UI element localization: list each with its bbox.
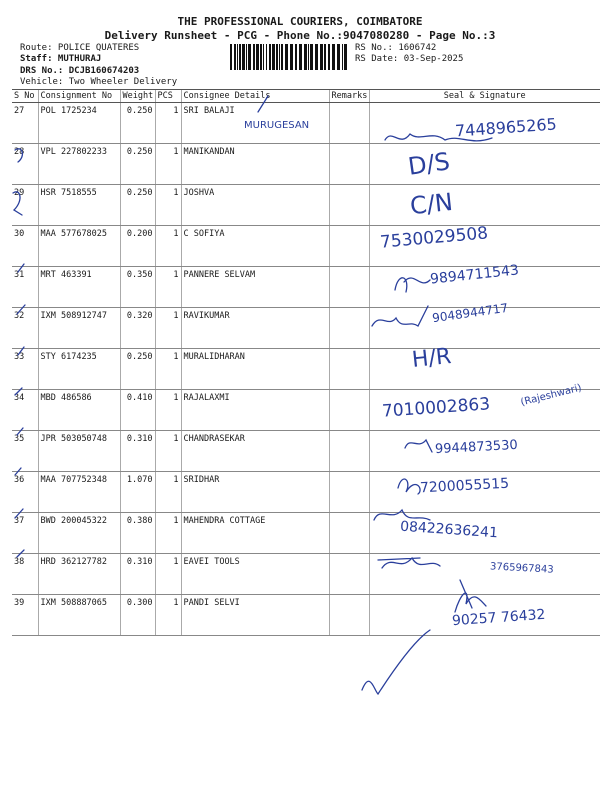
cell-remarks	[329, 595, 369, 636]
col-header-weight: Weight	[120, 90, 155, 103]
cell-remarks	[329, 185, 369, 226]
table-row	[12, 349, 600, 390]
barcode-bar	[237, 44, 238, 70]
cell-weight: 0.300	[120, 595, 155, 636]
cell-consignee: SRI BALAJI	[181, 103, 329, 144]
barcode-bar	[285, 44, 288, 70]
cell-consignment-no: MAA 707752348	[38, 472, 120, 513]
cell-remarks	[329, 144, 369, 185]
barcode-bar	[263, 44, 264, 70]
table-row	[12, 554, 600, 595]
cell-remarks	[329, 103, 369, 144]
handwritten-code-29: C/N	[408, 187, 455, 221]
cell-remarks	[329, 513, 369, 554]
barcode-bar	[246, 44, 247, 70]
handwritten-phone-38: 3765967843	[489, 561, 554, 576]
cell-consignee: PANNERE SELVAM	[181, 267, 329, 308]
barcode-bar	[230, 44, 232, 70]
cell-weight: 0.310	[120, 554, 155, 595]
cell-pcs: 1	[155, 185, 181, 226]
cell-consignment-no: MRT 463391	[38, 267, 120, 308]
cell-remarks	[329, 267, 369, 308]
cell-remarks	[329, 472, 369, 513]
table-header-row	[12, 90, 600, 103]
company-title: THE PROFESSIONAL COURIERS, COIMBATORE	[177, 15, 423, 28]
barcode-bar	[279, 44, 280, 70]
cell-weight: 0.250	[120, 103, 155, 144]
cell-sno: 34	[12, 390, 38, 431]
cell-pcs: 1	[155, 144, 181, 185]
cell-consignee: EAVEI TOOLS	[181, 554, 329, 595]
cell-signature	[369, 144, 600, 185]
cell-pcs: 1	[155, 513, 181, 554]
vehicle-label: Vehicle: Two Wheeler Delivery	[20, 77, 178, 87]
barcode-bar	[260, 44, 262, 70]
cell-consignee: RAVIKUMAR	[181, 308, 329, 349]
table-row	[12, 472, 600, 513]
rs-number: RS No.: 1606742	[355, 43, 437, 53]
handwritten-phone-39: 90257 76432	[451, 606, 546, 630]
cell-sno: 35	[12, 431, 38, 472]
barcode-bar	[308, 44, 309, 70]
barcode-bar	[266, 44, 267, 70]
cell-pcs: 1	[155, 431, 181, 472]
barcode-bar	[337, 44, 340, 70]
runsheet-subtitle: Delivery Runsheet - PCG - Phone No.:9047080280 - Page No.:3	[104, 29, 496, 42]
barcode-bar	[290, 44, 293, 70]
handwritten-code-33: H/R	[410, 344, 453, 373]
col-header-sno: S No	[12, 90, 38, 103]
barcode-bar	[269, 44, 271, 70]
cell-consignment-no: JPR 503050748	[38, 431, 120, 472]
barcode-bar	[342, 44, 343, 70]
cell-consignment-no: IXM 508912747	[38, 308, 120, 349]
cell-sno: 38	[12, 554, 38, 595]
barcode-bar	[328, 44, 330, 70]
cell-consignment-no: HSR 7518555	[38, 185, 120, 226]
cell-consignee: MURALIDHARAN	[181, 349, 329, 390]
runsheet-table	[12, 89, 600, 636]
cell-signature	[369, 554, 600, 595]
cell-pcs: 1	[155, 226, 181, 267]
col-header-consignment: Consignment No	[38, 90, 120, 103]
handwritten-phone-31: 9894711543	[429, 262, 520, 288]
cell-sno: 30	[12, 226, 38, 267]
barcode-bar	[315, 44, 318, 70]
handwritten-phone-27: 7448965265	[454, 114, 558, 141]
cell-sno: 27	[12, 103, 38, 144]
cell-remarks	[329, 554, 369, 595]
barcode-bar	[299, 44, 302, 70]
cell-weight: 0.250	[120, 144, 155, 185]
large-tick-mark	[362, 630, 430, 694]
drs-number: DRS No.: DCJB160674203	[20, 66, 140, 76]
cell-sno: 36	[12, 472, 38, 513]
barcode-bar	[310, 44, 313, 70]
barcode-bar	[239, 44, 241, 70]
col-header-remarks: Remarks	[329, 90, 369, 103]
barcode-bar	[272, 44, 275, 70]
cell-weight: 0.380	[120, 513, 155, 554]
cell-weight: 0.200	[120, 226, 155, 267]
cell-pcs: 1	[155, 267, 181, 308]
barcode-bar	[332, 44, 335, 70]
cell-weight: 0.350	[120, 267, 155, 308]
cell-consignee: JOSHVA	[181, 185, 329, 226]
route-label: Route: POLICE QUATERES	[20, 43, 140, 53]
handwritten-phone-30: 7530029508	[379, 223, 489, 253]
handwritten-phone-32: 9048944717	[431, 300, 509, 326]
cell-weight: 0.320	[120, 308, 155, 349]
cell-consignment-no: IXM 508887065	[38, 595, 120, 636]
col-header-pcs: PCS	[155, 90, 181, 103]
cell-remarks	[329, 349, 369, 390]
cell-pcs: 1	[155, 390, 181, 431]
table-row	[12, 513, 600, 554]
cell-remarks	[329, 390, 369, 431]
barcode-image	[230, 44, 350, 70]
cell-pcs: 1	[155, 554, 181, 595]
cell-weight: 0.250	[120, 349, 155, 390]
cell-consignment-no: STY 6174235	[38, 349, 120, 390]
cell-pcs: 1	[155, 472, 181, 513]
cell-consignee: PANDI SELVI	[181, 595, 329, 636]
barcode-bar	[281, 44, 283, 70]
cell-weight: 0.410	[120, 390, 155, 431]
barcode-bar	[320, 44, 323, 70]
cell-sno: 37	[12, 513, 38, 554]
cell-signature	[369, 349, 600, 390]
cell-remarks	[329, 431, 369, 472]
handwritten-note-27: MURUGESAN	[244, 120, 310, 131]
table-row	[12, 226, 600, 267]
cell-remarks	[329, 226, 369, 267]
barcode-bar	[242, 44, 245, 70]
cell-consignment-no: MAA 577678025	[38, 226, 120, 267]
cell-consignee: MANIKANDAN	[181, 144, 329, 185]
cell-sno: 29	[12, 185, 38, 226]
handwritten-phone-36: 7200055515	[419, 475, 510, 497]
cell-pcs: 1	[155, 595, 181, 636]
cell-weight: 0.250	[120, 185, 155, 226]
barcode-bar	[276, 44, 278, 70]
table-row	[12, 390, 600, 431]
cell-consignment-no: HRD 362127782	[38, 554, 120, 595]
cell-consignee: SRIDHAR	[181, 472, 329, 513]
cell-consignee: C SOFIYA	[181, 226, 329, 267]
barcode-bar	[324, 44, 326, 70]
cell-sno: 33	[12, 349, 38, 390]
cell-pcs: 1	[155, 103, 181, 144]
cell-signature	[369, 185, 600, 226]
cell-consignment-no: MBD 486586	[38, 390, 120, 431]
cell-remarks	[329, 308, 369, 349]
cell-sno: 39	[12, 595, 38, 636]
barcode-bar	[234, 44, 236, 70]
cell-consignee: MAHENDRA COTTAGE	[181, 513, 329, 554]
table-row	[12, 308, 600, 349]
barcode-bar	[295, 44, 297, 70]
barcode-bar	[304, 44, 307, 70]
cell-consignment-no: BWD 200045322	[38, 513, 120, 554]
staff-label: Staff: MUTHURAJ	[20, 54, 102, 64]
handwritten-phone-34: 7010002863	[381, 394, 491, 422]
barcode-bar	[344, 44, 347, 70]
cell-consignee: RAJALAXMI	[181, 390, 329, 431]
col-header-signature: Seal & Signature	[369, 90, 600, 103]
cell-consignment-no: VPL 227802233	[38, 144, 120, 185]
rs-date: RS Date: 03-Sep-2025	[355, 54, 464, 64]
cell-weight: 0.310	[120, 431, 155, 472]
cell-pcs: 1	[155, 308, 181, 349]
cell-consignment-no: POL 1725234	[38, 103, 120, 144]
handwritten-phone-35: 9944873530	[434, 437, 519, 458]
cell-weight: 1.070	[120, 472, 155, 513]
barcode-bar	[253, 44, 255, 70]
cell-consignee: CHANDRASEKAR	[181, 431, 329, 472]
table-row	[12, 185, 600, 226]
table-row	[12, 144, 600, 185]
cell-sno: 31	[12, 267, 38, 308]
barcode-bar	[248, 44, 251, 70]
handwritten-name-34: (Rajeshwari)	[519, 382, 583, 409]
cell-pcs: 1	[155, 349, 181, 390]
handwritten-phone-37: 08422636241	[399, 518, 499, 542]
barcode-bar	[256, 44, 259, 70]
cell-sno: 28	[12, 144, 38, 185]
col-header-consignee: Consignee Details	[181, 90, 329, 103]
handwritten-code-28: D/S	[406, 147, 452, 181]
cell-sno: 32	[12, 308, 38, 349]
